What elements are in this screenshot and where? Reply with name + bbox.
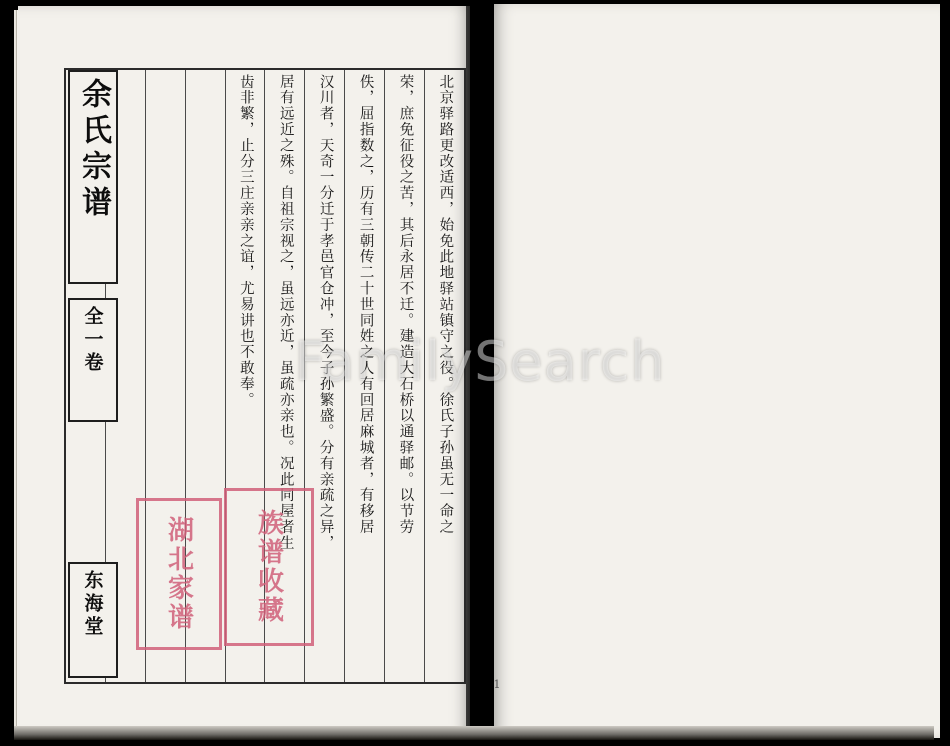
spine-hall-panel-left — [68, 562, 118, 678]
watermark-text: FamilySearch — [294, 330, 666, 393]
red-seal-stamp: 族谱收藏 — [224, 488, 314, 646]
text-column — [424, 70, 464, 682]
spine-volume-panel-left — [68, 298, 118, 422]
spine-title-panel-left — [68, 70, 118, 284]
column-text: 齿非繁，止分三庄亲亲之谊，尤易讲也不敢奉。 — [237, 74, 254, 408]
left-page — [18, 6, 470, 736]
right-page — [494, 4, 940, 738]
book-bottom-edge — [14, 726, 934, 740]
text-column — [344, 70, 384, 682]
spine-title-text: 余氏宗谱 — [76, 78, 111, 222]
text-column — [384, 70, 424, 682]
column-text: 居有远近之殊。自祖宗视之，虽远亦近，虽疏亦亲也。况此同屋者生 — [277, 74, 294, 551]
column-text: 北京驿路更改适西，始免此地驿站镇守之役。徐氏子孙虽无一命之 — [437, 74, 454, 536]
red-seal-stamp: 湖北家谱 — [136, 498, 222, 650]
book-gutter — [466, 0, 496, 746]
column-text: 汉川者，天奇一分迁于孝邑官仓冲，至今子孙繁盛。分有亲疏之异， — [317, 74, 334, 551]
spine-volume-text: 全一卷 — [81, 306, 104, 375]
column-text: 佚，屈指数之，历有三朝传二十世同姓之人有回居麻城者，有移居 — [357, 74, 374, 536]
column-text: 荣，庶免征役之苦，其后永居不迁。建造大石桥以通驿邮。以节劳 — [397, 74, 414, 536]
spine-hall-text: 东海堂 — [81, 570, 104, 639]
page-number: 1 — [493, 678, 501, 691]
